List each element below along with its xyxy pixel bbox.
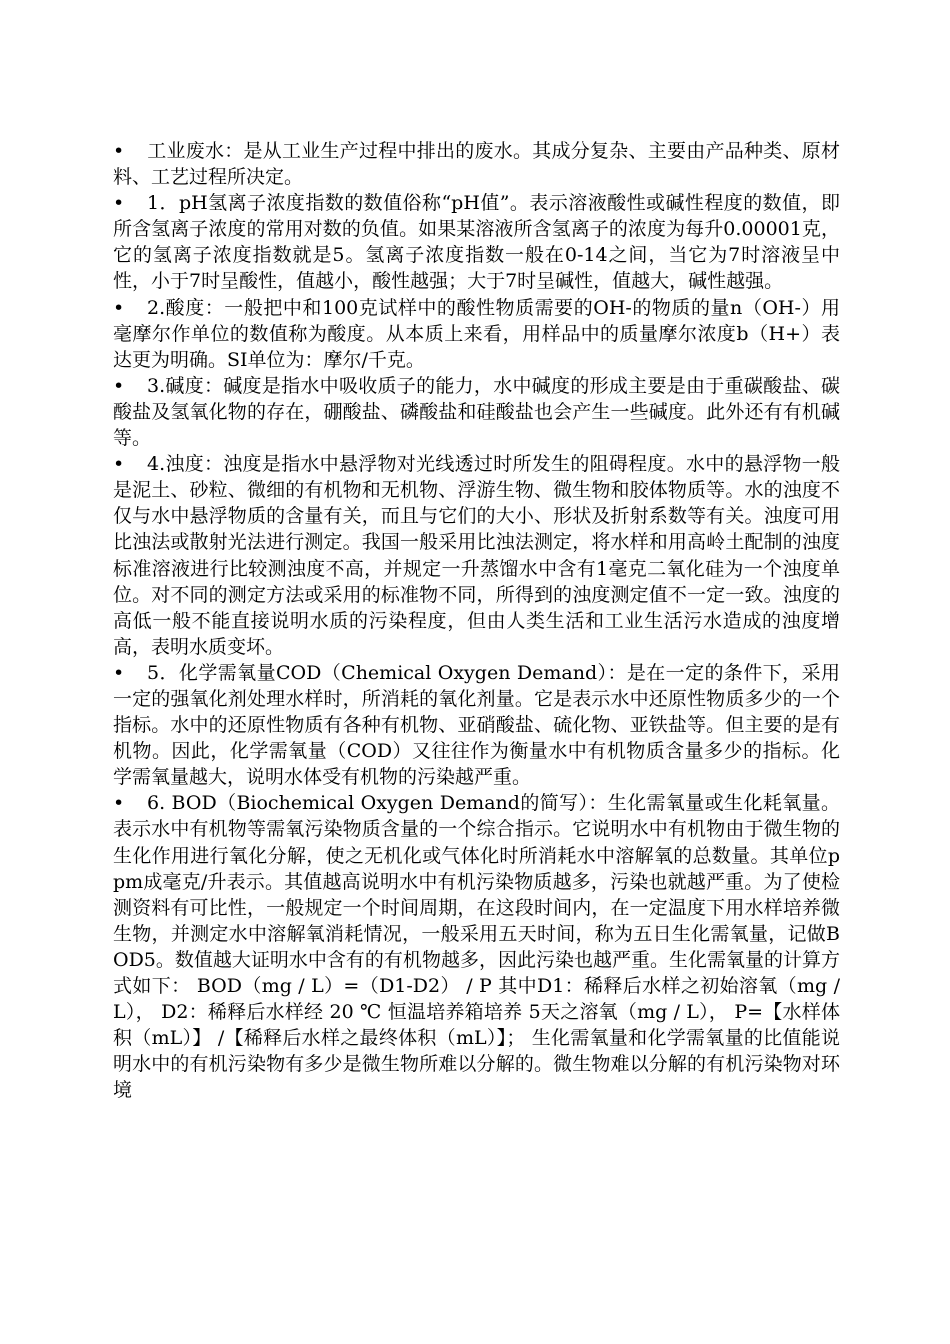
document-page: [113, 138, 840, 1103]
paragraph-text: 3.碱度：碱度是指水中吸收质子的能力，水中碱度的形成主要是由于重碳酸盐、碳酸盐及氢氧化物的存在，硼酸盐、磷酸盐和硅酸盐也会产生一些碱度。此外还有有机碱等。: [113, 374, 840, 450]
paragraph-acidity: [113, 295, 840, 373]
paragraph-alkalinity: [113, 373, 840, 451]
paragraph-text: 工业废水：是从工业生产过程中排出的废水。其成分复杂、主要由产品种类、原材料、工艺过程所决定。: [113, 140, 840, 189]
paragraph-ph: [113, 190, 840, 294]
bullet-icon: •: [113, 374, 125, 397]
bullet-icon: •: [113, 296, 125, 319]
paragraph-text: 6. BOD（Biochemical Oxygen Demand的简写）：生化需氧量或生化耗氧量。表示水中有机物等需氧污染物质含量的一个综合指示。它说明水中有机物由于微生物的生化作用进行氧化分解，使之无机化或气体化时所消耗水中溶解氧的总数量。其单位ppm成毫克/升表示。其值越高说明水中有机污染物质越多，污染也就越严重。为了使检测资料有可比性，一般规定一个时间周期，在这段时间内，在一定温度下用水样培养微生物，并测定水中溶解氧消耗情况，一般采用五天时间，称为五日生化需氧量，记做BOD5。数值越大证明水中含有的有机物越多，因此污染也越严重。生化需氧量的计算方式如下： BOD（mg / L）=（D1-D2） / P 其中D1：稀释后水样之初始溶氧（mg / L）， D2：稀释后水样经 20 ℃ 恒温培养箱培养 5天之溶氧（mg / L）， P=【水样体积（mL）】 /【稀释后水样之最终体积（mL）】； 生化需氧量和化学需氧量的比值能说明水中的有机污染物有多少是微生物所难以分解的。微生物难以分解的有机污染物对环境: [113, 792, 840, 1102]
paragraph-text: 4.浊度：浊度是指水中悬浮物对光线透过时所发生的阻碍程度。水中的悬浮物一般是泥土、砂粒、微细的有机物和无机物、浮游生物、微生物和胶体物质等。水的浊度不仅与水中悬浮物质的含量有关，而且与它们的大小、形状及折射系数等有关。浊度可用比浊法或散射光法进行测定。我国一般采用比浊法测定，将水样和用高岭土配制的浊度标准溶液进行比较测浊度不高，并规定一升蒸馏水中含有1毫克二氧化硅为一个浊度单位。对不同的测定方法或采用的标准物不同，所得到的浊度测定值不一定一致。浊度的高低一般不能直接说明水质的污染程度，但由人类生活和工业生活污水造成的浊度增高，表明水质变坏。: [113, 453, 840, 658]
bullet-icon: •: [113, 192, 125, 215]
paragraph-turbidity: [113, 451, 840, 660]
bullet-icon: •: [113, 140, 125, 162]
paragraph-cod: [113, 660, 840, 790]
bullet-icon: •: [113, 453, 125, 476]
paragraph-text: 2.酸度：一般把中和100克试样中的酸性物质需要的OH-的物质的量n（OH-）用毫摩尔作单位的数值称为酸度。从本质上来看，用样品中的质量摩尔浓度b（H+）表达更为明确。SI单位为：摩尔/千克。: [113, 296, 840, 371]
bullet-icon: •: [113, 792, 125, 815]
paragraph-bod: [113, 790, 840, 1103]
paragraph-text: 1．pH氢离子浓度指数的数值俗称“pH值”。表示溶液酸性或碱性程度的数值，即所含氢离子浓度的常用对数的负值。如果某溶液所含氢离子的浓度为每升0.00001克，它的氢离子浓度指数就是5。氢离子浓度指数一般在0-14之间，当它为7时溶液呈中性，小于7时呈酸性，值越小，酸性越强；大于7时呈碱性，值越大，碱性越强。: [113, 192, 840, 293]
bullet-icon: •: [113, 661, 125, 684]
paragraph-industrial-wastewater: [113, 138, 840, 190]
paragraph-text: 5．化学需氧量COD（Chemical Oxygen Demand）：是在一定的条件下，采用一定的强氧化剂处理水样时，所消耗的氧化剂量。它是表示水中还原性物质多少的一个指标。水中的还原性物质有各种有机物、亚硝酸盐、硫化物、亚铁盐等。但主要的是有机物。因此，化学需氧量（COD）又往往作为衡量水中有机物质含量多少的指标。化学需氧量越大，说明水体受有机物的污染越严重。: [113, 661, 840, 789]
